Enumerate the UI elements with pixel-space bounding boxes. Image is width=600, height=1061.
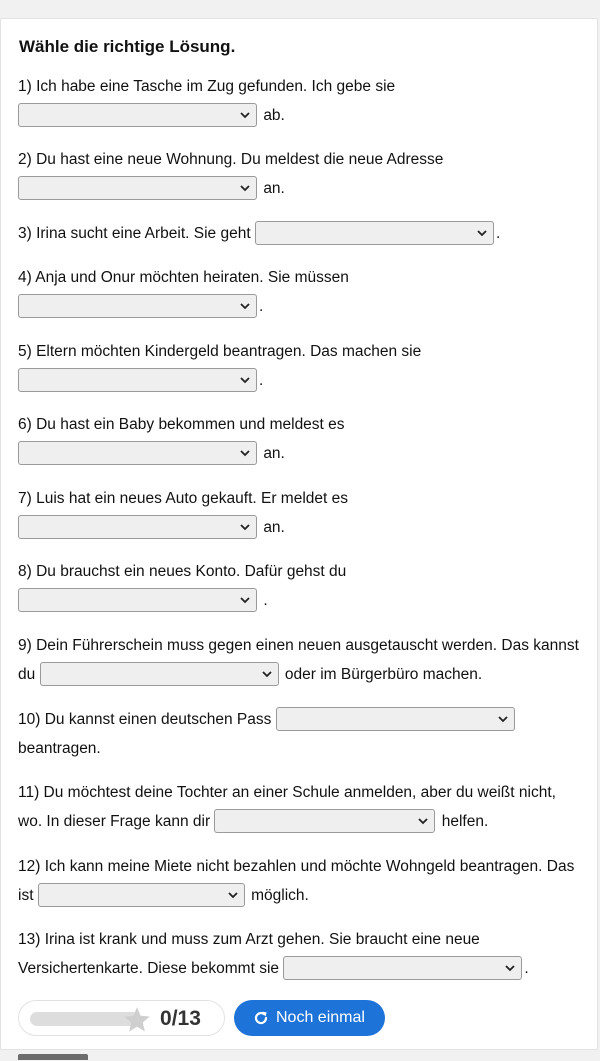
- question-6: [18, 410, 583, 468]
- answer-select-7[interactable]: [18, 515, 257, 539]
- question-suffix: möglich.: [251, 887, 309, 904]
- question-1: [18, 72, 583, 130]
- question-11: [18, 778, 583, 836]
- question-13: [18, 925, 583, 983]
- question-text: 10) Du kannst einen deutschen Pass: [18, 711, 272, 728]
- question-text: 11) Du möchtest deine Tochter an einer Schule anmelden, aber du weißt nicht, wo. In dieser Frage kann dir: [18, 784, 556, 830]
- question-text: 1) Ich habe eine Tasche im Zug gefunden. Ich gebe sie: [18, 78, 396, 95]
- chevron-down-icon: [417, 814, 429, 828]
- question-suffix: .: [495, 225, 501, 242]
- question-12: [18, 852, 583, 910]
- exercise-footer: [18, 1000, 588, 1038]
- retry-label: Noch einmal: [276, 1009, 365, 1026]
- chevron-down-icon: [239, 108, 251, 122]
- chevron-down-icon: [227, 888, 239, 902]
- question-suffix: .: [259, 298, 264, 315]
- question-3: [18, 219, 583, 248]
- answer-select-13[interactable]: [283, 956, 522, 980]
- question-text: 12) Ich kann meine Miete nicht bezahlen und möchte Wohngeld beantragen. Das ist: [18, 858, 575, 904]
- answer-select-4[interactable]: [18, 294, 257, 318]
- question-text: 4) Anja und Onur möchten heiraten. Sie müssen: [18, 269, 349, 286]
- question-suffix: an.: [263, 180, 285, 197]
- answer-select-5[interactable]: [18, 368, 257, 392]
- answer-select-6[interactable]: [18, 441, 257, 465]
- refresh-icon: [253, 1010, 269, 1026]
- chevron-down-icon: [239, 181, 251, 195]
- chevron-down-icon: [239, 373, 251, 387]
- answer-select-11[interactable]: [214, 809, 435, 833]
- question-text: 9) Dein Führerschein muss gegen einen neuen ausgetauscht werden. Das kannst du: [18, 637, 579, 683]
- chevron-down-icon: [497, 712, 509, 726]
- question-text: 5) Eltern möchten Kindergeld beantragen. Das machen sie: [18, 343, 422, 360]
- question-suffix: .: [524, 960, 529, 977]
- chevron-down-icon: [239, 520, 251, 534]
- answer-select-1[interactable]: [18, 103, 257, 127]
- exercise-card: [0, 18, 598, 1050]
- chevron-down-icon: [261, 667, 273, 681]
- score-separator: /: [171, 1007, 178, 1030]
- question-7: [18, 484, 583, 542]
- answer-select-8[interactable]: [18, 588, 257, 612]
- chevron-down-icon: [239, 446, 251, 460]
- score-display: [18, 1000, 225, 1036]
- answer-select-3[interactable]: [255, 221, 494, 245]
- question-text: 7) Luis hat ein neues Auto gekauft. Er meldet es: [18, 490, 349, 507]
- question-suffix: an.: [263, 445, 285, 462]
- chevron-down-icon: [476, 226, 488, 240]
- question-text: 3) Irina sucht eine Arbeit. Sie geht: [18, 225, 251, 242]
- question-5: [18, 337, 583, 395]
- answer-select-10[interactable]: [276, 707, 515, 731]
- question-text: 8) Du brauchst ein neues Konto. Dafür gehst du: [18, 563, 347, 580]
- question-2: [18, 145, 583, 203]
- star-icon: [122, 1005, 152, 1035]
- score-text: [160, 1007, 201, 1031]
- exercise-title: Wähle die richtige Lösung.: [19, 37, 236, 56]
- answer-select-2[interactable]: [18, 176, 257, 200]
- question-text: 6) Du hast ein Baby bekommen und meldest es: [18, 416, 345, 433]
- chevron-down-icon: [504, 961, 516, 975]
- question-suffix: .: [259, 372, 264, 389]
- question-suffix: .: [263, 592, 268, 609]
- question-8: [18, 557, 583, 615]
- score-correct: 0: [160, 1007, 172, 1030]
- question-text: 13) Irina ist krank und muss zum Arzt gehen. Sie braucht eine neue Versichertenkarte. Diese bekommt sie: [18, 931, 480, 977]
- question-suffix: an.: [263, 519, 285, 536]
- answer-select-9[interactable]: [40, 662, 279, 686]
- answer-select-12[interactable]: [38, 883, 245, 907]
- question-suffix: helfen.: [441, 813, 489, 830]
- question-suffix: ab.: [263, 107, 285, 124]
- question-text: 2) Du hast eine neue Wohnung. Du meldest die neue Adresse: [18, 151, 444, 168]
- retry-button[interactable]: [234, 1000, 385, 1036]
- question-10: [18, 705, 583, 763]
- score-total: 13: [177, 1007, 201, 1030]
- next-section-peek: [18, 1054, 108, 1060]
- chevron-down-icon: [239, 299, 251, 313]
- question-suffix: oder im Bürgerbüro machen.: [284, 666, 483, 683]
- question-9: [18, 631, 583, 689]
- question-4: [18, 263, 583, 321]
- question-suffix: beantragen.: [18, 740, 101, 757]
- chevron-down-icon: [239, 593, 251, 607]
